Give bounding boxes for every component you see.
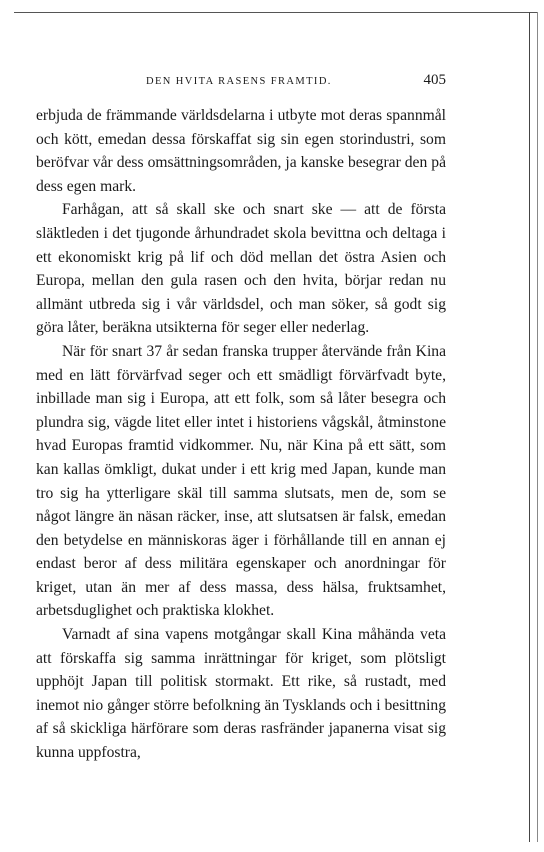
page-edge-rule: [529, 12, 530, 842]
top-rule: [14, 12, 538, 13]
page-number: 405: [423, 72, 446, 88]
paragraph-3: När för snart 37 år sedan franska trupper återvände från Kina med en lätt förvärfvad seger och ett smädligt förvärfvadt byte, inbillade man sig i Europa, att ett folk, som så låter besegra och plundra sig, vägde litet eller intet i historiens vågskål, åtminstone hvad Europas framtid vidkommer. Nu, när Kina på ett sätt, som kan kallas ömkligt, dukat under i ett krig med Japan, kunde man tro sig ha ytterligare skäl till samma slutsats, men de, som se något längre än näsan räcker, inse, att slutsatsen är falsk, emedan den betydelse en människoras äger i förhållande till en annan ej endast beror af dess militära egenskaper och anordningar för kriget, utan än mer af dess massa, dess hälsa, fruktsamhet, arbetsduglighet och praktiska klokhet.: [36, 342, 446, 620]
paragraph-2: Farhågan, att så skall ske och snart ske — att de första släktleden i det tjugonde århundradet skola bevittna och deltaga i ett ekonomiskt krig på lif och död mellan det östra Asien och Europa, mellan den gula rasen och den hvita, börjar redan nu allmänt utbreda sig i vår världsdel, och man söker, så godt sig göra låter, beräkna utsikterna för seger eller nederlag.: [36, 201, 446, 337]
body-text: [36, 104, 446, 765]
page-edge-rule-outer: [537, 12, 538, 842]
paragraph-4: Varnadt af sina vapens motgångar skall Kina måhända veta att förskaffa sig samma inrättningar för kriget, som plötsligt upphöjt Japan till politisk stormakt. Ett rike, så rustadt, med inemot nio gånger större befolkning än Tysklands och i besittning af så skickliga härförare som deras rasfränder japanerna visat sig kunna uppfostra,: [36, 626, 446, 762]
running-head: DEN HVITA RASENS FRAMTID.: [146, 76, 332, 87]
paragraph-1: erbjuda de främmande världsdelarna i utbyte mot deras spannmål och kött, emedan dessa förskaffat sig sin egen storindustri, som beröfvar vår dess omsättningsområden, ja kanske besegrar den på dess egen mark.: [36, 107, 446, 195]
page-header: [36, 72, 446, 90]
